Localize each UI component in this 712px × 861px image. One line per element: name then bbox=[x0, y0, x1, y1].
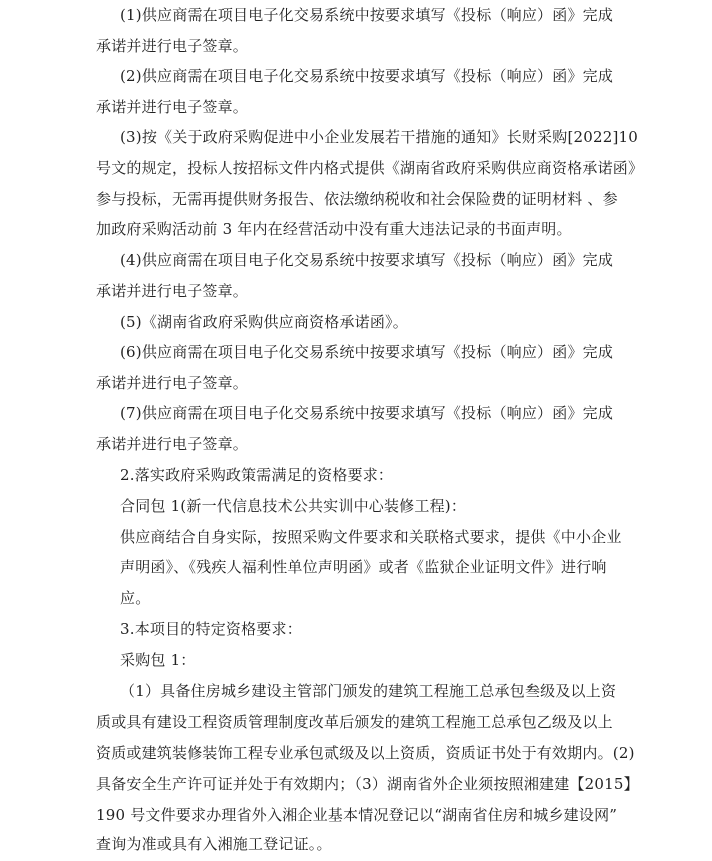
section-3-package: 采购包 1： bbox=[120, 651, 196, 669]
section-3-para-line-5: 190 号文件要求办理省外入湘企业基本情况登记以“湖南省住房和城乡建设网” bbox=[96, 806, 618, 824]
item-4-line-2: 承诺并进行电子签章。 bbox=[96, 282, 249, 300]
section-3-para-line-2: 质或具有建设工程资质管理制度改革后颁发的建筑工程施工总承包乙级及以上 bbox=[96, 713, 613, 731]
section-3-para-line-4: 具备安全生产许可证并处于有效期内；（3）湖南省外企业须按照湘建建【2015】 bbox=[96, 775, 639, 793]
section-3-heading: 3.本项目的特定资格要求： bbox=[120, 620, 302, 638]
item-4-line-1: (4)供应商需在项目电子化交易系统中按要求填写《投标（响应）函》完成 bbox=[120, 251, 614, 269]
item-3-line-4: 加政府采购活动前 3 年内在经营活动中没有重大违法记录的书面声明。 bbox=[96, 220, 572, 238]
section-3-para-line-3: 资质或建筑装修装饰工程专业承包贰级及以上资质，资质证书处于有效期内。(2) bbox=[96, 744, 635, 762]
section-2-package: 合同包 1(新一代信息技术公共实训中心装修工程)： bbox=[120, 497, 467, 515]
section-2-heading: 2.落实政府采购政策需满足的资格要求： bbox=[120, 466, 394, 484]
section-2-box-line-2: 声明函》、《残疾人福利性单位声明函》或者《监狱企业证明文件》进行响 bbox=[120, 558, 607, 576]
item-2-line-2: 承诺并进行电子签章。 bbox=[96, 98, 249, 116]
item-6-line-2: 承诺并进行电子签章。 bbox=[96, 374, 249, 392]
item-3-line-2: 号文的规定，投标人按招标文件内格式提供《湖南省政府采购供应商资格承诺函》 bbox=[96, 159, 644, 177]
section-3-para-line-6: 查询为准或具有入湘施工登记证。。 bbox=[96, 835, 332, 853]
item-7-line-1: (7)供应商需在项目电子化交易系统中按要求填写《投标（响应）函》完成 bbox=[120, 404, 614, 422]
item-7-line-2: 承诺并进行电子签章。 bbox=[96, 435, 249, 453]
item-3-line-3: 参与投标，无需再提供财务报告、依法缴纳税收和社会保险费的证明材料 、参 bbox=[96, 190, 618, 208]
section-2-box-line-1: 供应商结合自身实际，按照采购文件要求和关联格式要求，提供《中小企业 bbox=[120, 528, 622, 546]
item-1-line-2: 承诺并进行电子签章。 bbox=[96, 37, 249, 55]
section-2-box-line-3: 应。 bbox=[120, 589, 151, 607]
item-6-line-1: (6)供应商需在项目电子化交易系统中按要求填写《投标（响应）函》完成 bbox=[120, 343, 614, 361]
item-3-line-1: (3)按《关于政府采购促进中小企业发展若干措施的通知》长财采购[2022]10 bbox=[120, 128, 639, 146]
item-2-line-1: (2)供应商需在项目电子化交易系统中按要求填写《投标（响应）函》完成 bbox=[120, 67, 614, 85]
section-3-para-line-1: （1）具备住房城乡建设主管部门颁发的建筑工程施工总承包叁级及以上资 bbox=[120, 682, 617, 700]
item-5-line-1: (5)《湖南省政府采购供应商资格承诺函》。 bbox=[120, 313, 408, 331]
item-1-line-1: (1)供应商需在项目电子化交易系统中按要求填写《投标（响应）函》完成 bbox=[120, 6, 614, 24]
